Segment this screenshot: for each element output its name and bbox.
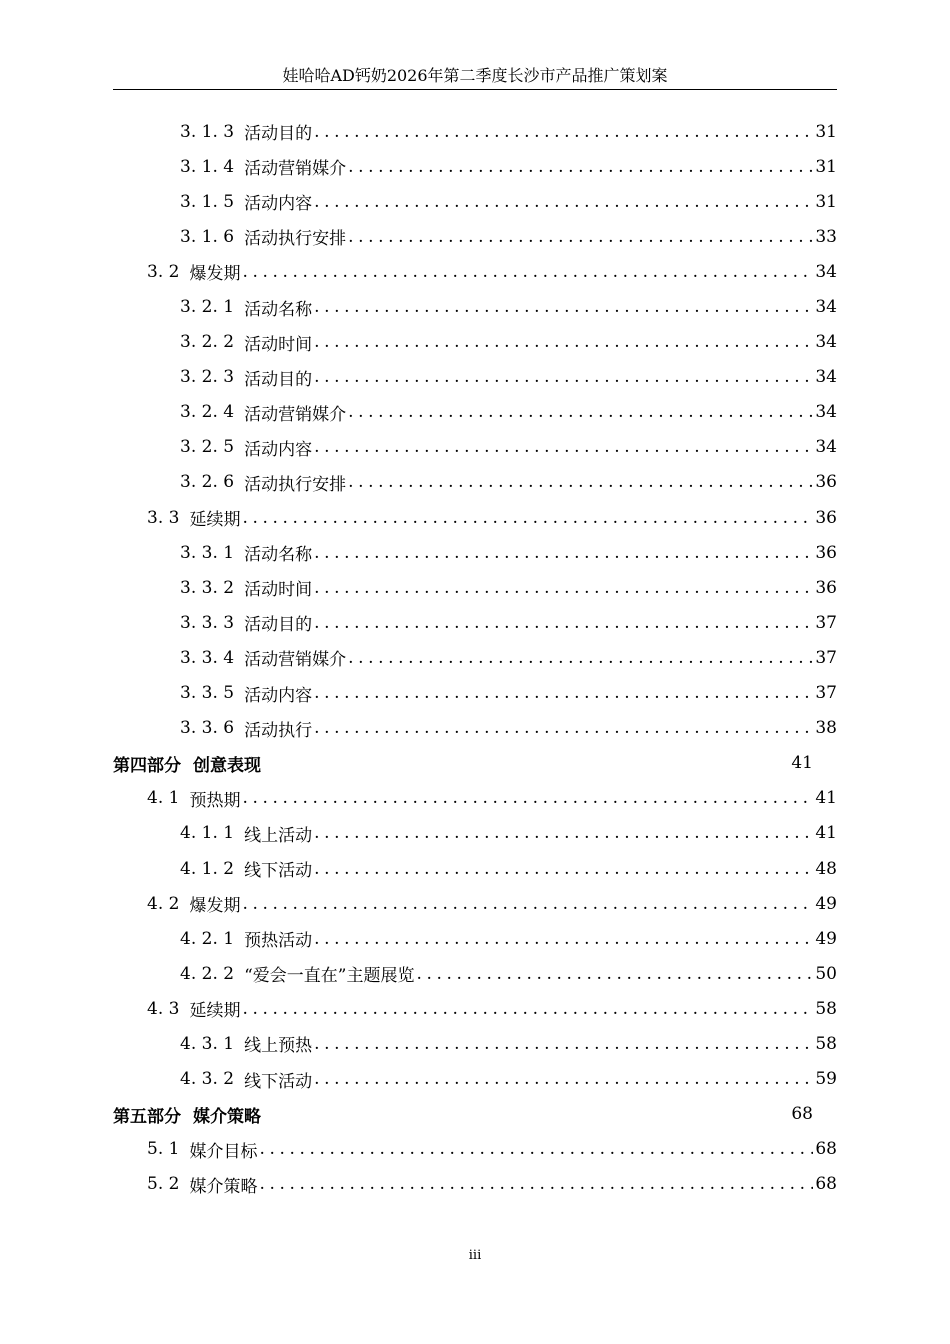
toc-entry[interactable] — [0, 254, 837, 289]
toc-entry-label: 延续期 — [189, 510, 241, 531]
toc-entry-number: 3. 3 — [147, 507, 180, 528]
toc-entry-number: 4. 1 — [147, 788, 180, 809]
toc-entry-label: 活动内容 — [244, 439, 313, 460]
toc-entry-label: 预热期 — [189, 790, 241, 811]
toc-entry[interactable] — [0, 1132, 837, 1167]
toc-dot-leader — [314, 859, 813, 879]
toc-entry-page: 36 — [815, 507, 837, 528]
toc-entry[interactable] — [0, 640, 837, 675]
toc-entry-label: 活动目的 — [244, 615, 313, 636]
toc-entry[interactable] — [0, 465, 837, 500]
toc-entry-number: 3. 2. 1 — [180, 297, 235, 318]
toc-entry-number: 3. 2 — [147, 261, 180, 282]
toc-entry-label: 活动营销媒介 — [244, 404, 347, 425]
toc-entry-label: 线上活动 — [244, 825, 313, 846]
toc-entry-number: 4. 1. 2 — [180, 858, 235, 879]
toc-entry-page: 34 — [815, 402, 837, 423]
toc-entry-page: 31 — [815, 121, 837, 142]
toc-entry-number: 3. 1. 4 — [180, 156, 235, 177]
toc-entry[interactable] — [0, 1026, 837, 1061]
toc-entry-page: 36 — [815, 577, 837, 598]
toc-entry-label: 活动执行安排 — [244, 229, 347, 250]
toc-entry-page: 41 — [815, 823, 837, 844]
toc-entry-page: 68 — [815, 1174, 837, 1195]
toc-entry-number: 3. 1. 5 — [180, 191, 235, 212]
toc-entry-page: 58 — [815, 998, 837, 1019]
toc-dot-leader — [242, 262, 813, 282]
toc-dot-leader — [314, 1069, 813, 1089]
toc-entry-label: 爆发期 — [189, 896, 241, 917]
toc-entry-number: 3. 3. 1 — [180, 542, 235, 563]
toc-entry-label: 线上预热 — [244, 1036, 313, 1057]
toc-entry-page: 34 — [815, 437, 837, 458]
toc-entry-page: 68 — [791, 1104, 813, 1125]
toc-dot-leader — [242, 999, 813, 1019]
toc-dot-leader — [314, 718, 813, 738]
toc-entry-number: 3. 3. 6 — [180, 718, 235, 739]
toc-entry[interactable] — [0, 535, 837, 570]
toc-dot-leader — [314, 437, 813, 457]
toc-entry-page: 34 — [815, 367, 837, 388]
toc-entry-label: 活动内容 — [244, 194, 313, 215]
toc-entry-page: 38 — [815, 718, 837, 739]
toc-part-heading[interactable] — [0, 1097, 813, 1132]
toc-entry-label: 活动目的 — [244, 369, 313, 390]
toc-entry-number: 5. 2 — [147, 1174, 180, 1195]
toc-entry[interactable] — [0, 676, 837, 711]
toc-entry-label: 预热活动 — [244, 931, 313, 952]
toc-entry-number: 4. 3 — [147, 998, 180, 1019]
toc-entry-number: 4. 2. 1 — [180, 928, 235, 949]
toc-entry-label: 媒介策略 — [189, 1176, 258, 1197]
toc-entry-number: 4. 3. 1 — [180, 1033, 235, 1054]
toc-entry-label: 活动名称 — [244, 545, 313, 566]
toc-dot-leader — [314, 367, 813, 387]
toc-entry-number: 3. 3. 3 — [180, 612, 235, 633]
toc-entry[interactable] — [0, 605, 837, 640]
toc-dot-leader — [314, 297, 813, 317]
toc-dot-leader — [242, 894, 813, 914]
header-divider — [113, 89, 837, 90]
toc-entry-label: “爱会一直在”主题展览 — [244, 966, 415, 987]
toc-entry-number: 4. 3. 2 — [180, 1069, 235, 1090]
toc-entry[interactable] — [0, 325, 837, 360]
toc-entry-number: 3. 2. 6 — [180, 472, 235, 493]
toc-entry-label: 媒介策略 — [193, 1106, 261, 1127]
toc-entry-page: 36 — [815, 542, 837, 563]
toc-entry[interactable] — [0, 395, 837, 430]
toc-entry[interactable] — [0, 816, 837, 851]
toc-entry-label: 活动执行 — [244, 720, 313, 741]
toc-entry[interactable] — [0, 921, 837, 956]
toc-entry-page: 49 — [815, 928, 837, 949]
toc-entry-number: 第五部分 — [113, 1106, 181, 1127]
toc-entry-label: 线下活动 — [244, 1071, 313, 1092]
toc-entry-page: 34 — [815, 297, 837, 318]
toc-entry-page: 58 — [815, 1033, 837, 1054]
toc-entry[interactable] — [0, 1167, 837, 1202]
toc-entry[interactable] — [0, 1062, 837, 1097]
toc-entry-number: 3. 1. 6 — [180, 226, 235, 247]
toc-entry-number: 5. 1 — [147, 1139, 180, 1160]
toc-entry-number: 3. 3. 4 — [180, 647, 235, 668]
toc-entry-label: 延续期 — [189, 1001, 241, 1022]
toc-entry-page: 34 — [815, 261, 837, 282]
toc-entry[interactable] — [0, 430, 837, 465]
toc-entry-label: 活动名称 — [244, 299, 313, 320]
toc-entry-page: 37 — [815, 612, 837, 633]
toc-entry-page: 68 — [815, 1139, 837, 1160]
toc-dot-leader — [416, 964, 813, 984]
toc-entry[interactable] — [0, 991, 837, 1026]
toc-entry-label: 活动时间 — [244, 580, 313, 601]
toc-entry-page: 37 — [815, 683, 837, 704]
toc-dot-leader — [348, 227, 813, 247]
toc-dot-leader — [348, 648, 813, 668]
toc-entry[interactable] — [0, 781, 837, 816]
toc-entry-label: 活动营销媒介 — [244, 159, 347, 180]
toc-entry-page: 59 — [815, 1069, 837, 1090]
toc-entry-page: 31 — [815, 156, 837, 177]
toc-entry-number: 3. 1. 3 — [180, 121, 235, 142]
toc-entry[interactable] — [0, 114, 837, 149]
toc-dot-leader — [314, 122, 813, 142]
toc-dot-leader — [348, 472, 813, 492]
toc-dot-leader — [314, 332, 813, 352]
toc-entry-label: 活动营销媒介 — [244, 650, 347, 671]
toc-entry-label: 线下活动 — [244, 861, 313, 882]
toc-entry-label: 爆发期 — [189, 264, 241, 285]
toc-entry-number: 4. 2 — [147, 893, 180, 914]
toc-entry-page: 41 — [791, 753, 813, 774]
toc-entry-page: 49 — [815, 893, 837, 914]
toc-entry-page: 37 — [815, 647, 837, 668]
toc-entry-label: 活动执行安排 — [244, 474, 347, 495]
toc-entry-number: 3. 3. 2 — [180, 577, 235, 598]
toc-entry[interactable] — [0, 711, 837, 746]
toc-entry-label: 创意表现 — [193, 755, 261, 776]
toc-dot-leader — [314, 683, 813, 703]
toc-dot-leader — [242, 788, 813, 808]
toc-entry-page: 31 — [815, 191, 837, 212]
page-number: iii — [468, 1248, 482, 1263]
toc-dot-leader — [314, 929, 813, 949]
toc-entry[interactable] — [0, 289, 837, 324]
toc-dot-leader — [314, 543, 813, 563]
toc-part-heading[interactable] — [0, 746, 813, 781]
toc-dot-leader — [314, 823, 813, 843]
toc-entry-number: 3. 2. 2 — [180, 332, 235, 353]
toc-entry[interactable] — [0, 500, 837, 535]
toc-entry-number: 3. 2. 4 — [180, 402, 235, 423]
toc-entry[interactable] — [0, 360, 837, 395]
toc-entry[interactable] — [0, 149, 837, 184]
toc-dot-leader — [348, 157, 813, 177]
toc-entry-label: 活动时间 — [244, 334, 313, 355]
toc-entry[interactable] — [0, 851, 837, 886]
toc-dot-leader — [348, 402, 813, 422]
toc-entry-number: 3. 2. 5 — [180, 437, 235, 458]
toc-entry-number: 第四部分 — [113, 755, 181, 776]
toc-entry-number: 4. 1. 1 — [180, 823, 235, 844]
toc-dot-leader — [242, 508, 813, 528]
running-header-title: 娃哈哈AD钙奶2026年第二季度长沙市产品推广策划案 — [282, 66, 668, 85]
toc-entry-page: 48 — [815, 858, 837, 879]
toc-entry-label: 媒介目标 — [189, 1141, 258, 1162]
toc-entry[interactable] — [0, 184, 837, 219]
toc-entry-page: 36 — [815, 472, 837, 493]
toc-dot-leader — [314, 613, 813, 633]
toc-dot-leader — [259, 1174, 813, 1194]
toc-entry[interactable] — [0, 219, 837, 254]
toc-entry[interactable] — [0, 570, 837, 605]
toc-dot-leader — [314, 578, 813, 598]
toc-entry-number: 3. 2. 3 — [180, 367, 235, 388]
toc-entry-label: 活动内容 — [244, 685, 313, 706]
toc-entry-page: 34 — [815, 332, 837, 353]
toc-entry-page: 50 — [815, 963, 837, 984]
toc-dot-leader — [314, 192, 813, 212]
toc-entry[interactable] — [0, 956, 837, 991]
toc-dot-leader — [314, 1034, 813, 1054]
toc-entry-label: 活动目的 — [244, 124, 313, 145]
table-of-contents — [0, 114, 950, 1202]
toc-entry-page: 33 — [815, 226, 837, 247]
toc-entry[interactable] — [0, 886, 837, 921]
toc-entry-number: 4. 2. 2 — [180, 963, 235, 984]
toc-entry-page: 41 — [815, 788, 837, 809]
toc-dot-leader — [259, 1139, 813, 1159]
toc-entry-number: 3. 3. 5 — [180, 683, 235, 704]
